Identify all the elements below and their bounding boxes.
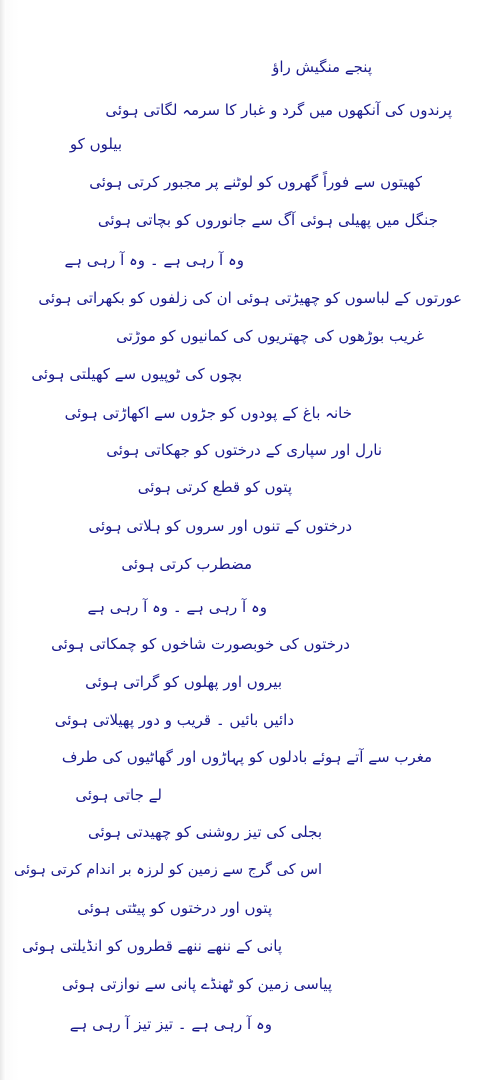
- poem-line: مضطرب کرتی ہوئی: [121, 555, 252, 573]
- poem-line: عورتوں کے لباسوں کو چھیڑتی ہوئی ان کی زلفوں کو بکھراتی ہوئی: [38, 289, 462, 307]
- poem-line: پانی کے ننھے ننھے قطروں کو انڈیلتی ہوئی: [21, 937, 282, 955]
- poem-line: پتوں کو قطع کرتی ہوئی: [137, 478, 292, 496]
- poem-line: نارل اور سپاری کے درختوں کو جھکاتی ہوئی: [106, 441, 382, 459]
- poem-body: [0, 92, 482, 1052]
- poem-line: درختوں کی خوبصورت شاخوں کو چمکاتی ہوئی: [51, 635, 350, 653]
- poem-line: مغرب سے آتے ہوئے بادلوں کو پہاڑوں اور گھاٹیوں کی طرف: [61, 748, 432, 766]
- poem-line: جنگل میں پھیلی ہوئی آگ سے جانوروں کو بچاتی ہوئی: [97, 211, 438, 229]
- poem-line: درختوں کے تنوں اور سروں کو ہلاتی ہوئی: [88, 517, 352, 535]
- poem-line: پیاسی زمین کو ٹھنڈے پانی سے نوازتی ہوئی: [61, 975, 332, 993]
- poem-line: اس کی گرج سے زمین کو لرزہ بر اندام کرتی ہوئی: [13, 862, 322, 878]
- poem-line: کھیتوں سے فوراً گھروں کو لوٹنے پر مجبور کرتی ہوئی: [89, 173, 422, 191]
- poem-line: غریب بوڑھوں کی چھتریوں کی کمانیوں کو موڑتی: [116, 327, 424, 345]
- poem-line: وہ آ رہی ہے ۔ تیز تیز آ رہی ہے: [69, 1015, 272, 1033]
- poem-line: بیروں اور پھلوں کو گراتی ہوئی: [85, 673, 282, 691]
- poem-line: وہ آ رہی ہے ۔ وہ آ رہی ہے: [87, 598, 267, 616]
- poem-line: بچوں کی ٹوپیوں سے کھیلتی ہوئی: [31, 365, 242, 383]
- poem-line: وہ آ رہی ہے ۔ وہ آ رہی ہے: [64, 251, 244, 269]
- poem-line: پرندوں کی آنکھوں میں گرد و غبار کا سرمہ لگاتی ہوئی: [105, 101, 452, 119]
- poem-title: پنجے منگیش راؤ: [272, 58, 372, 76]
- poem-line: بیلوں کو: [69, 135, 122, 153]
- poem-line: پتوں اور درختوں کو پیٹتی ہوئی: [77, 899, 272, 917]
- poem-line: بجلی کی تیز روشنی کو چھیدتی ہوئی: [87, 823, 322, 841]
- poem-line: دائیں بائیں ۔ قریب و دور پھیلاتی ہوئی: [54, 711, 294, 729]
- poem-line: خانہ باغ کے پودوں کو جڑوں سے اکھاڑتی ہوئی: [64, 404, 352, 422]
- poem-line: لے جاتی ہوئی: [75, 786, 162, 804]
